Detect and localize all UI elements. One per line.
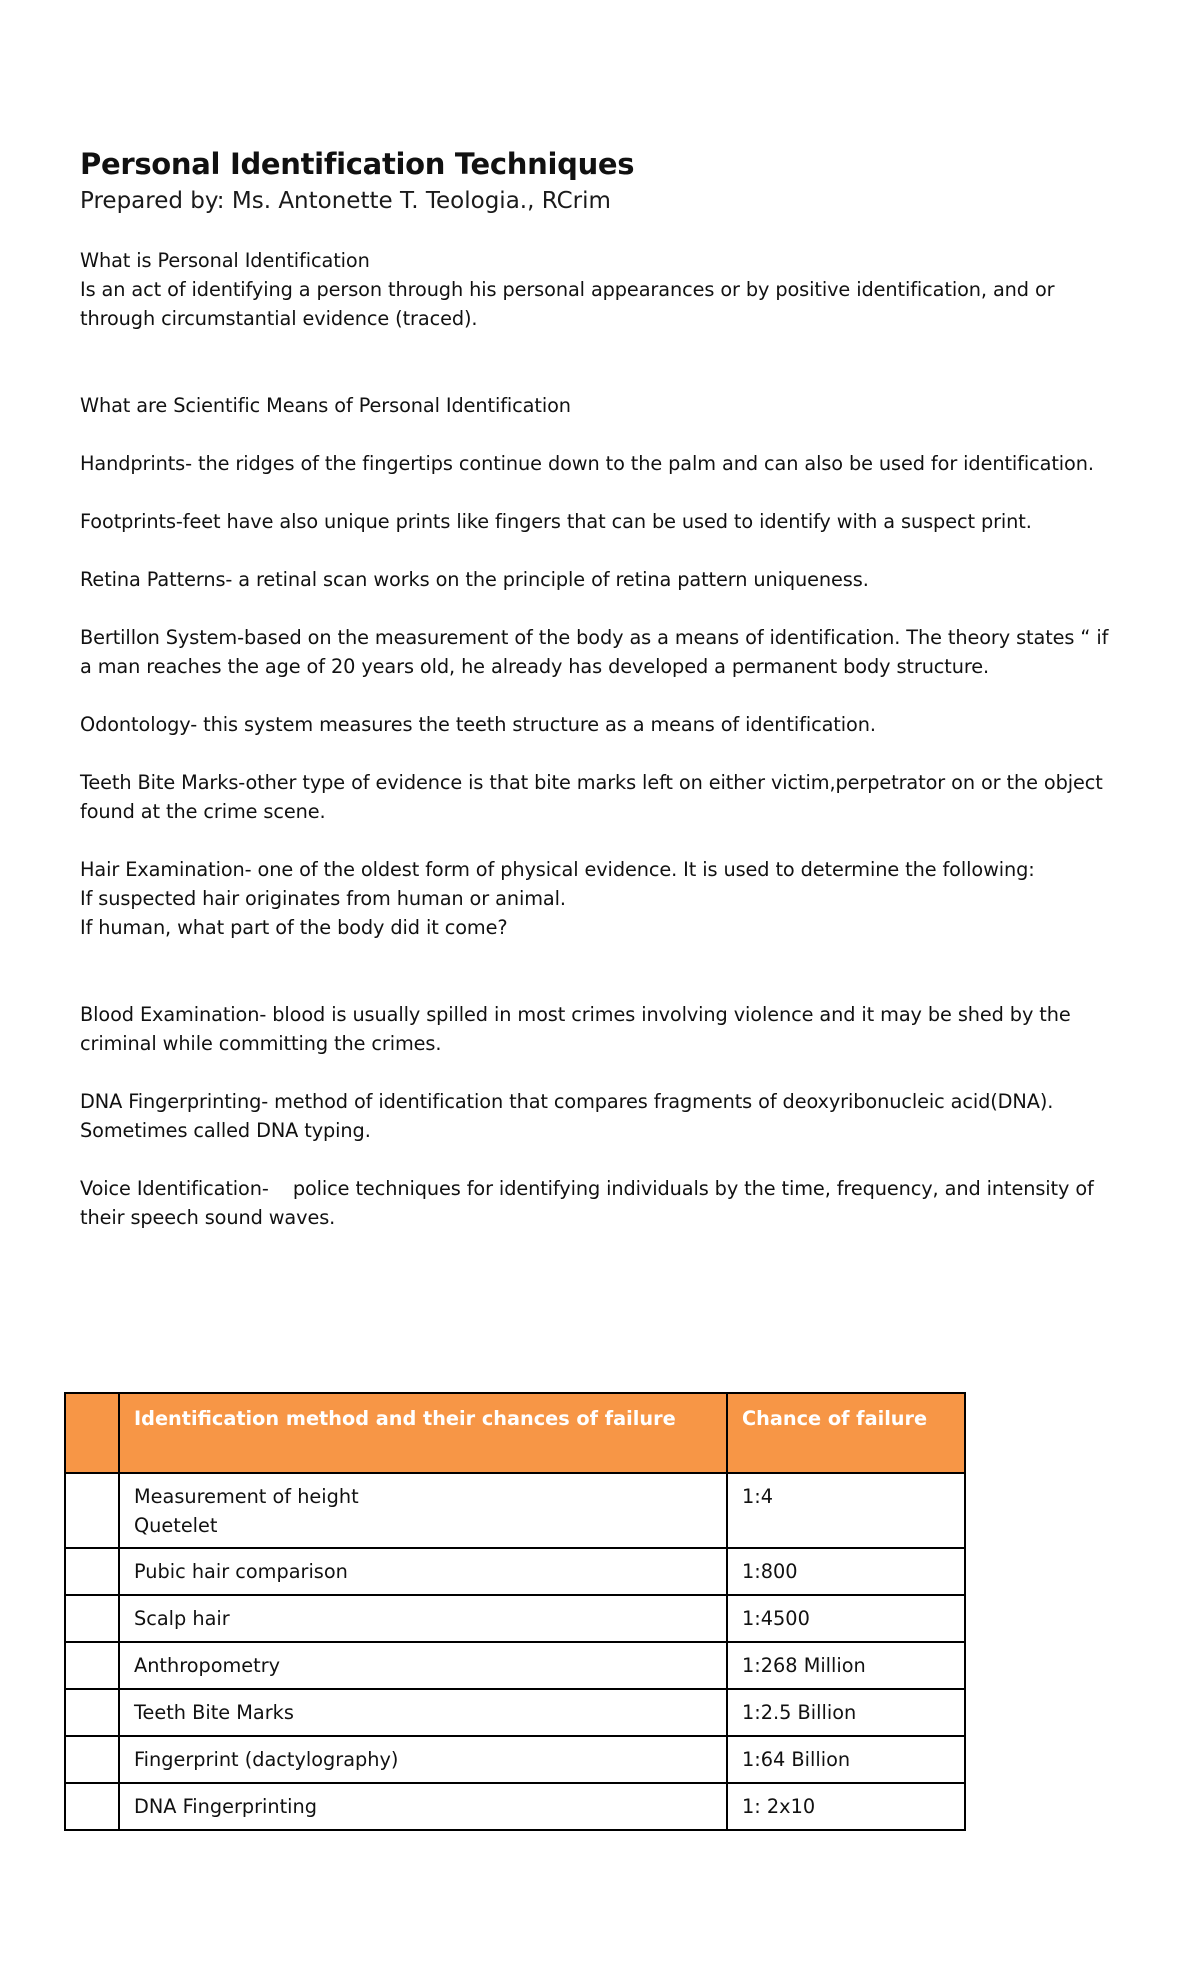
scientific-means-item-line: Footprints-feet have also unique prints like fingers that can be used to identify with a suspect print.	[80, 510, 1032, 533]
row-index-cell	[65, 1548, 119, 1595]
row-chance-cell: 1: 2x10	[727, 1783, 965, 1830]
table-row	[65, 1689, 965, 1736]
scientific-means-list	[80, 449, 1120, 1232]
scientific-means-item-line: Hair Examination- one of the oldest form of physical evidence. It is used to determine the following:	[80, 858, 1035, 881]
row-index-cell	[65, 1473, 119, 1548]
row-method-cell	[119, 1548, 727, 1595]
row-index-cell	[65, 1689, 119, 1736]
row-method-cell	[119, 1473, 727, 1548]
scientific-means-item-line: Bertillon System-based on the measurement of the body as a means of identification. The theory states “ if a man reaches the age of 20 years old, he already has developed a permanent body structure.	[80, 626, 1115, 678]
document-author: Prepared by: Ms. Antonette T. Teologia., RCrim	[80, 188, 611, 214]
table-row	[65, 1473, 965, 1548]
scientific-means-item-line: Handprints- the ridges of the fingertips continue down to the palm and can also be used for identification.	[80, 452, 1094, 475]
failure-table	[64, 1392, 966, 1831]
scientific-means-item	[80, 1087, 1120, 1145]
row-method-line: Measurement of height	[134, 1485, 359, 1508]
scientific-means-item-line: Teeth Bite Marks-other type of evidence is that bite marks left on either victim,perpetrator on or the object found at the crime scene.	[80, 771, 1109, 823]
document-title: Personal Identification Techniques	[80, 147, 635, 181]
scientific-means-item	[80, 565, 1120, 594]
row-method-cell	[119, 1642, 727, 1689]
scientific-means-item	[80, 768, 1120, 826]
row-method-line: DNA Fingerprinting	[134, 1795, 318, 1818]
header-method-cell: Identification method and their chances of failure	[119, 1393, 727, 1473]
intro-section	[80, 246, 1120, 333]
scientific-means-item	[80, 710, 1120, 739]
header-index-cell	[65, 1393, 119, 1473]
table-row	[65, 1783, 965, 1830]
intro-text: Is an act of identifying a person through his personal appearances or by positive identification, and or through circumstantial evidence (traced).	[80, 278, 1055, 330]
table-row	[65, 1642, 965, 1689]
row-chance-cell: 1:4	[727, 1473, 965, 1548]
row-method-cell	[119, 1689, 727, 1736]
scientific-means-item	[80, 507, 1120, 536]
scientific-means-item-line: If human, what part of the body did it come?	[80, 916, 508, 939]
failure-table-body	[65, 1473, 965, 1830]
scientific-means-item-line: DNA Fingerprinting- method of identification that compares fragments of deoxyribonucleic acid(DNA). Sometimes called DNA typing.	[80, 1090, 1060, 1142]
table-row	[65, 1736, 965, 1783]
row-method-line: Fingerprint (dactylography)	[134, 1748, 399, 1771]
table-row	[65, 1595, 965, 1642]
scientific-means-item-line: Voice Identification- police techniques for identifying individuals by the time, frequency, and intensity of their speech sound waves.	[80, 1177, 1100, 1229]
failure-table-container	[64, 1392, 966, 1831]
scientific-means-item	[80, 449, 1120, 478]
scientific-means-item-line: Blood Examination- blood is usually spilled in most crimes involving violence and it may be shed by the criminal while committing the crimes.	[80, 1003, 1077, 1055]
scientific-means-item-line: Odontology- this system measures the teeth structure as a means of identification.	[80, 713, 876, 736]
row-method-line: Pubic hair comparison	[134, 1560, 348, 1583]
scientific-means-item	[80, 855, 1120, 942]
scientific-means-item	[80, 1174, 1120, 1232]
row-index-cell	[65, 1736, 119, 1783]
row-method-line: Anthropometry	[134, 1654, 281, 1677]
row-method-line: Quetelet	[134, 1514, 218, 1537]
header-chance-cell: Chance of failure	[727, 1393, 965, 1473]
row-index-cell	[65, 1595, 119, 1642]
scientific-means-item-line: If suspected hair originates from human or animal.	[80, 887, 566, 910]
scientific-means-item-line: Retina Patterns- a retinal scan works on the principle of retina pattern uniqueness.	[80, 568, 869, 591]
row-method-cell	[119, 1736, 727, 1783]
scientific-means-item	[80, 623, 1120, 681]
row-method-cell	[119, 1595, 727, 1642]
row-chance-cell: 1:2.5 Billion	[727, 1689, 965, 1736]
row-method-line: Teeth Bite Marks	[134, 1701, 294, 1724]
row-method-cell	[119, 1783, 727, 1830]
scientific-means-item	[80, 1000, 1120, 1058]
row-method-line: Scalp hair	[134, 1607, 230, 1630]
document-page	[80, 146, 1120, 1261]
table-row	[65, 1548, 965, 1595]
row-chance-cell: 1:4500	[727, 1595, 965, 1642]
row-index-cell	[65, 1642, 119, 1689]
row-index-cell	[65, 1783, 119, 1830]
scientific-means-heading: What are Scientific Means of Personal Identification	[80, 394, 571, 417]
row-chance-cell: 1:64 Billion	[727, 1736, 965, 1783]
row-chance-cell: 1:800	[727, 1548, 965, 1595]
failure-table-header-row	[65, 1393, 965, 1473]
intro-heading: What is Personal Identification	[80, 249, 370, 272]
row-chance-cell: 1:268 Million	[727, 1642, 965, 1689]
